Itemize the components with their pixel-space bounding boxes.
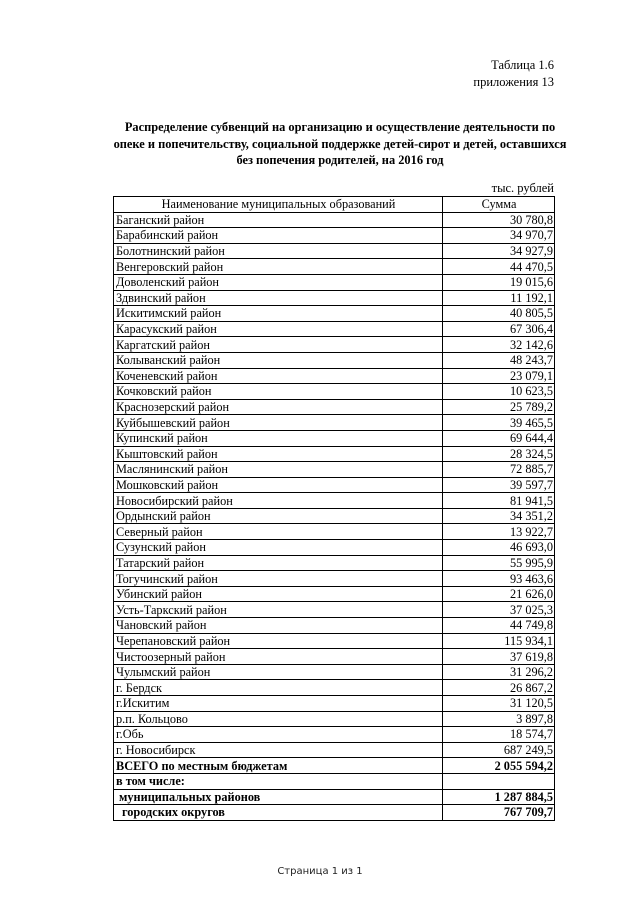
table-row (114, 555, 555, 571)
table-row (114, 259, 555, 275)
table-row (114, 321, 555, 337)
table-row (114, 586, 555, 602)
municipality-name: г.Обь (114, 727, 443, 743)
amount-value: 26 867,2 (443, 680, 555, 696)
including-row (114, 773, 555, 789)
amount-value: 18 574,7 (443, 727, 555, 743)
appendix-reference: приложения 13 (473, 75, 554, 89)
municipality-name: р.п. Кольцово (114, 711, 443, 727)
table-row (114, 540, 555, 556)
municipality-name: Болотнинский район (114, 243, 443, 259)
municipality-name: Мошковский район (114, 477, 443, 493)
amount-value: 39 597,7 (443, 477, 555, 493)
amount-value: 34 970,7 (443, 228, 555, 244)
amount-value: 30 780,8 (443, 212, 555, 228)
municipality-name: Сузунский район (114, 540, 443, 556)
amount-value: 44 749,8 (443, 618, 555, 634)
municipality-name: Купинский район (114, 430, 443, 446)
table-row (114, 602, 555, 618)
document-title (100, 119, 580, 169)
municipality-name: Татарский район (114, 555, 443, 571)
amount-value: 93 463,6 (443, 571, 555, 587)
municipality-name: Чулымский район (114, 664, 443, 680)
table-row (114, 493, 555, 509)
subventions-table (113, 196, 555, 821)
title-line-2: опеке и попечительству, социальной поддержке детей-сирот и детей, оставшихся (113, 136, 567, 151)
municipality-name: Кыштовский район (114, 446, 443, 462)
amount-value: 37 619,8 (443, 649, 555, 665)
municipality-name: Колыванский район (114, 352, 443, 368)
municipality-name: Маслянинский район (114, 462, 443, 478)
municipality-name: ВСЕГО по местным бюджетам (114, 758, 443, 774)
table-row (114, 446, 555, 462)
amount-value: 11 192,1 (443, 290, 555, 306)
amount-value: 72 885,7 (443, 462, 555, 478)
table-row (114, 727, 555, 743)
municipality-name: Здвинский район (114, 290, 443, 306)
municipality-name: Карасукский район (114, 321, 443, 337)
table-row (114, 664, 555, 680)
municipality-name: Кочковский район (114, 384, 443, 400)
amount-value: 19 015,6 (443, 274, 555, 290)
amount-value: 687 249,5 (443, 742, 555, 758)
municipality-name: в том числе: (114, 773, 443, 789)
municipality-name: Искитимский район (114, 306, 443, 322)
amount-value: 37 025,3 (443, 602, 555, 618)
municipality-name: Тогучинский район (114, 571, 443, 587)
table-row (114, 368, 555, 384)
municipality-name: Барабинский район (114, 228, 443, 244)
amount-value: 67 306,4 (443, 321, 555, 337)
table-row (114, 337, 555, 353)
amount-value: 25 789,2 (443, 399, 555, 415)
amount-value: 767 709,7 (443, 805, 555, 821)
amount-value: 34 351,2 (443, 508, 555, 524)
amount-value: 1 287 884,5 (443, 789, 555, 805)
table-row (114, 477, 555, 493)
municipality-name: муниципальных районов (114, 789, 443, 805)
table-row (114, 290, 555, 306)
municipality-name: Венгеровский район (114, 259, 443, 275)
table-row (114, 352, 555, 368)
municipality-name: г.Искитим (114, 696, 443, 712)
column-header-name: Наименование муниципальных образований (114, 197, 443, 213)
table-row (114, 306, 555, 322)
table-row (114, 399, 555, 415)
table-row (114, 680, 555, 696)
municipality-name: Коченевский район (114, 368, 443, 384)
municipality-name: Ордынский район (114, 508, 443, 524)
table-row (114, 633, 555, 649)
amount-value: 40 805,5 (443, 306, 555, 322)
amount-value: 21 626,0 (443, 586, 555, 602)
municipality-name: Куйбышевский район (114, 415, 443, 431)
amount-value: 44 470,5 (443, 259, 555, 275)
table-row (114, 571, 555, 587)
table-row (114, 228, 555, 244)
amount-value: 55 995,9 (443, 555, 555, 571)
municipality-name: Баганский район (114, 212, 443, 228)
table-row (114, 274, 555, 290)
amount-value: 31 296,2 (443, 664, 555, 680)
municipality-name: Новосибирский район (114, 493, 443, 509)
municipality-name: Убинский район (114, 586, 443, 602)
municipality-name: Северный район (114, 524, 443, 540)
table-row (114, 508, 555, 524)
municipality-name: Чистоозерный район (114, 649, 443, 665)
municipal-districts-row (114, 789, 555, 805)
table-row (114, 430, 555, 446)
table-row (114, 243, 555, 259)
municipality-name: Доволенский район (114, 274, 443, 290)
table-row (114, 384, 555, 400)
amount-value: 3 897,8 (443, 711, 555, 727)
table-row (114, 649, 555, 665)
municipality-name: г. Бердск (114, 680, 443, 696)
amount-value: 32 142,6 (443, 337, 555, 353)
amount-value: 2 055 594,2 (443, 758, 555, 774)
amount-value (443, 773, 555, 789)
municipality-name: г. Новосибирск (114, 742, 443, 758)
table-row (114, 524, 555, 540)
municipality-name: городских округов (114, 805, 443, 821)
amount-value: 23 079,1 (443, 368, 555, 384)
table-row (114, 212, 555, 228)
amount-value: 81 941,5 (443, 493, 555, 509)
table-row (114, 711, 555, 727)
table-row (114, 462, 555, 478)
table-row (114, 696, 555, 712)
municipality-name: Краснозерский район (114, 399, 443, 415)
table-row (114, 415, 555, 431)
title-line-1: Распределение субвенций на организацию и осуществление деятельности по (124, 120, 556, 134)
table-row (114, 742, 555, 758)
amount-value: 46 693,0 (443, 540, 555, 556)
amount-value: 28 324,5 (443, 446, 555, 462)
page-footer: Страница 1 из 1 (277, 866, 363, 877)
column-header-sum: Сумма (443, 197, 555, 213)
table-row (114, 618, 555, 634)
amount-value: 69 644,4 (443, 430, 555, 446)
units-label: тыс. рублей (491, 181, 554, 195)
amount-value: 13 922,7 (443, 524, 555, 540)
amount-value: 115 934,1 (443, 633, 555, 649)
amount-value: 48 243,7 (443, 352, 555, 368)
title-line-3: без попечения родителей, на 2016 год (236, 153, 444, 167)
total-row (114, 758, 555, 774)
amount-value: 34 927,9 (443, 243, 555, 259)
municipality-name: Черепановский район (114, 633, 443, 649)
amount-value: 31 120,5 (443, 696, 555, 712)
municipality-name: Усть-Таркский район (114, 602, 443, 618)
table-header-row (114, 197, 555, 213)
amount-value: 39 465,5 (443, 415, 555, 431)
municipality-name: Чановский район (114, 618, 443, 634)
municipality-name: Каргатский район (114, 337, 443, 353)
amount-value: 10 623,5 (443, 384, 555, 400)
city-districts-row (114, 805, 555, 821)
table-reference: Таблица 1.6 (491, 58, 554, 72)
